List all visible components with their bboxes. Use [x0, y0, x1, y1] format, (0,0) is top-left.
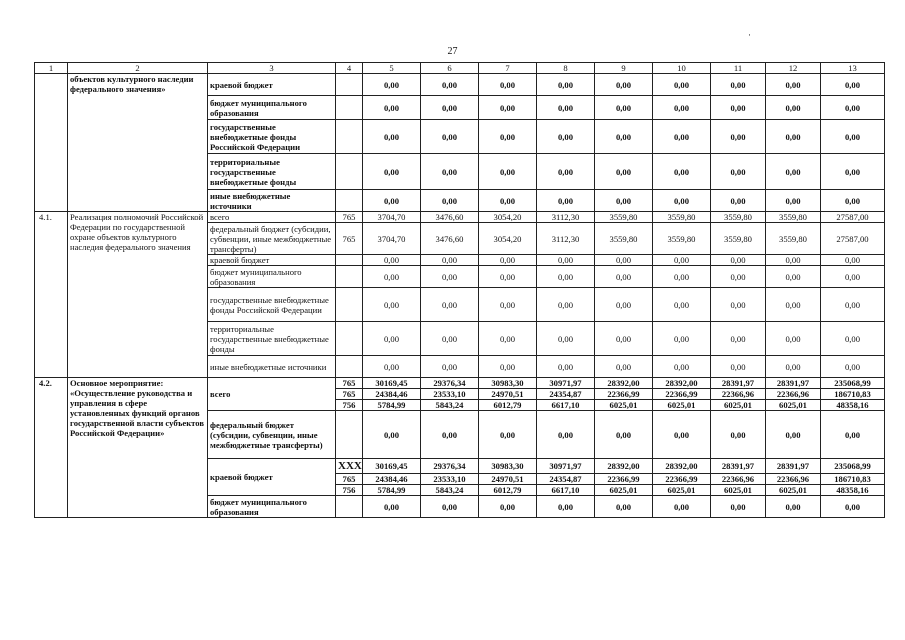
value-cell: 0,00 — [363, 288, 421, 322]
value-cell: 0,00 — [479, 74, 537, 96]
value-cell: 6025,01 — [766, 485, 821, 496]
value-cell: 0,00 — [653, 96, 711, 120]
value-cell: 0,00 — [653, 496, 711, 518]
funding-source: федеральный бюджет (субсидии, субвенции, иные межбюджетные трансферты) — [208, 223, 336, 255]
value-cell: 6012,79 — [479, 400, 537, 411]
row-number: 4.1. — [35, 212, 68, 378]
value-cell: 6617,10 — [537, 485, 595, 496]
value-cell: 0,00 — [766, 356, 821, 378]
value-cell: 0,00 — [595, 74, 653, 96]
value-cell: 0,00 — [595, 190, 653, 212]
value-cell: 0,00 — [595, 154, 653, 190]
value-cell: 0,00 — [711, 96, 766, 120]
value-cell: 24384,46 — [363, 389, 421, 400]
page-number: 27 — [447, 46, 458, 57]
value-cell: 0,00 — [711, 120, 766, 154]
column-header: 2 — [68, 63, 208, 74]
table-row — [35, 74, 885, 96]
value-cell: 0,00 — [821, 411, 885, 459]
funding-source: всего — [208, 212, 336, 223]
value-cell: 23533,10 — [421, 389, 479, 400]
value-cell: 0,00 — [363, 74, 421, 96]
budget-code: 765 — [336, 389, 363, 400]
value-cell: 0,00 — [821, 266, 885, 288]
value-cell: 0,00 — [537, 496, 595, 518]
budget-code — [336, 266, 363, 288]
value-cell: 24970,51 — [479, 474, 537, 485]
value-cell: 0,00 — [595, 322, 653, 356]
row-number: 4.2. — [35, 378, 68, 518]
value-cell: 48358,16 — [821, 400, 885, 411]
value-cell: 28391,97 — [766, 459, 821, 474]
value-cell: 6025,01 — [766, 400, 821, 411]
value-cell: 0,00 — [653, 356, 711, 378]
budget-code — [336, 356, 363, 378]
value-cell: 0,00 — [537, 190, 595, 212]
value-cell: 0,00 — [537, 154, 595, 190]
value-cell: 0,00 — [421, 356, 479, 378]
value-cell: 24970,51 — [479, 389, 537, 400]
value-cell: 24354,87 — [537, 389, 595, 400]
value-cell: 22366,99 — [595, 474, 653, 485]
value-cell: 48358,16 — [821, 485, 885, 496]
value-cell: 0,00 — [363, 411, 421, 459]
value-cell: 0,00 — [479, 266, 537, 288]
value-cell: 5784,99 — [363, 400, 421, 411]
value-cell: 28392,00 — [595, 378, 653, 389]
value-cell: 28392,00 — [595, 459, 653, 474]
value-cell: 0,00 — [766, 190, 821, 212]
table-row — [35, 212, 885, 223]
budget-code: 765 — [336, 212, 363, 223]
value-cell: 0,00 — [421, 496, 479, 518]
value-cell: 0,00 — [766, 411, 821, 459]
value-cell: 27587,00 — [821, 223, 885, 255]
value-cell: 6025,01 — [711, 400, 766, 411]
value-cell: 3054,20 — [479, 212, 537, 223]
value-cell: 235068,99 — [821, 378, 885, 389]
value-cell: 30983,30 — [479, 459, 537, 474]
funding-source: территориальные государственные внебюджетные фонды — [208, 322, 336, 356]
value-cell: 186710,83 — [821, 389, 885, 400]
value-cell: 0,00 — [421, 255, 479, 266]
value-cell: 28392,00 — [653, 459, 711, 474]
value-cell: 0,00 — [821, 255, 885, 266]
column-header: 3 — [208, 63, 336, 74]
value-cell: 0,00 — [537, 411, 595, 459]
budget-code — [336, 74, 363, 96]
value-cell: 0,00 — [711, 322, 766, 356]
funding-source: бюджет муниципального образования — [208, 496, 336, 518]
value-cell: 5784,99 — [363, 485, 421, 496]
value-cell: 0,00 — [421, 120, 479, 154]
column-header: 9 — [595, 63, 653, 74]
value-cell: 0,00 — [537, 356, 595, 378]
budget-code — [336, 411, 363, 459]
value-cell: 0,00 — [653, 266, 711, 288]
funding-source: краевой бюджет — [208, 74, 336, 96]
column-header: 7 — [479, 63, 537, 74]
budget-code: 765 — [336, 223, 363, 255]
value-cell: 0,00 — [479, 322, 537, 356]
value-cell: 0,00 — [479, 154, 537, 190]
value-cell: 28391,97 — [711, 459, 766, 474]
value-cell: 3704,70 — [363, 212, 421, 223]
value-cell: 0,00 — [653, 154, 711, 190]
value-cell: 29376,34 — [421, 459, 479, 474]
value-cell: 0,00 — [363, 356, 421, 378]
value-cell: 0,00 — [821, 496, 885, 518]
value-cell: 0,00 — [363, 190, 421, 212]
value-cell: 0,00 — [479, 190, 537, 212]
value-cell: 6617,10 — [537, 400, 595, 411]
value-cell: 0,00 — [821, 120, 885, 154]
measure-name: объектов культурного наследии федерального значения» — [68, 74, 208, 212]
value-cell: 28392,00 — [653, 378, 711, 389]
value-cell: 3112,30 — [537, 223, 595, 255]
value-cell: 0,00 — [653, 322, 711, 356]
value-cell: 0,00 — [595, 411, 653, 459]
value-cell: 0,00 — [537, 266, 595, 288]
value-cell: 28391,97 — [711, 378, 766, 389]
value-cell: 6025,01 — [711, 485, 766, 496]
value-cell: 0,00 — [711, 154, 766, 190]
value-cell: 30971,97 — [537, 459, 595, 474]
value-cell: 0,00 — [479, 288, 537, 322]
value-cell: 0,00 — [421, 411, 479, 459]
value-cell: 3559,80 — [766, 212, 821, 223]
value-cell: 0,00 — [363, 266, 421, 288]
value-cell: 0,00 — [537, 74, 595, 96]
value-cell: 3559,80 — [711, 223, 766, 255]
value-cell: 29376,34 — [421, 378, 479, 389]
row-number — [35, 74, 68, 212]
value-cell: 0,00 — [821, 356, 885, 378]
value-cell: 0,00 — [766, 322, 821, 356]
value-cell: 0,00 — [711, 266, 766, 288]
value-cell: 0,00 — [421, 266, 479, 288]
value-cell: 22366,99 — [595, 389, 653, 400]
table-body — [35, 74, 885, 518]
budget-code: 756 — [336, 400, 363, 411]
value-cell: 22366,96 — [766, 474, 821, 485]
value-cell: 0,00 — [821, 288, 885, 322]
value-cell: 0,00 — [363, 154, 421, 190]
value-cell: 0,00 — [711, 190, 766, 212]
value-cell: 0,00 — [766, 255, 821, 266]
value-cell: 0,00 — [595, 288, 653, 322]
value-cell: 0,00 — [766, 74, 821, 96]
column-header: 1 — [35, 63, 68, 74]
value-cell: 24384,46 — [363, 474, 421, 485]
value-cell: 0,00 — [821, 96, 885, 120]
measure-name: Реализация полномочий Российской Федерации по государственной охране объектов культурного наследия федерального значения — [68, 212, 208, 378]
value-cell: 0,00 — [595, 96, 653, 120]
value-cell: 0,00 — [363, 96, 421, 120]
measure-name: Основное мероприятие: «Осуществление руководства и управления в сфере установленных функций органов государственной власти субъектов Российской Федерации» — [68, 378, 208, 518]
value-cell: 0,00 — [821, 322, 885, 356]
value-cell: 30169,45 — [363, 378, 421, 389]
value-cell: 0,00 — [766, 266, 821, 288]
value-cell: 0,00 — [479, 411, 537, 459]
value-cell: 0,00 — [821, 154, 885, 190]
value-cell: 0,00 — [421, 322, 479, 356]
value-cell: 0,00 — [766, 154, 821, 190]
value-cell: 0,00 — [766, 120, 821, 154]
budget-code: 756 — [336, 485, 363, 496]
value-cell: 0,00 — [421, 74, 479, 96]
value-cell: 6025,01 — [653, 485, 711, 496]
value-cell: 0,00 — [653, 288, 711, 322]
column-header: 10 — [653, 63, 711, 74]
value-cell: 0,00 — [479, 96, 537, 120]
value-cell: 0,00 — [421, 96, 479, 120]
table-row — [35, 378, 885, 389]
column-header: 4 — [336, 63, 363, 74]
value-cell: 0,00 — [711, 74, 766, 96]
value-cell: 0,00 — [421, 154, 479, 190]
value-cell: 0,00 — [595, 356, 653, 378]
value-cell: 0,00 — [653, 74, 711, 96]
value-cell: 0,00 — [363, 120, 421, 154]
value-cell: 0,00 — [421, 288, 479, 322]
table-header — [35, 63, 885, 74]
value-cell: 0,00 — [537, 288, 595, 322]
funding-source: всего — [208, 378, 336, 411]
budget-code — [336, 154, 363, 190]
value-cell: 0,00 — [711, 356, 766, 378]
value-cell: 30983,30 — [479, 378, 537, 389]
budget-code — [336, 96, 363, 120]
column-header: 5 — [363, 63, 421, 74]
column-header: 12 — [766, 63, 821, 74]
funding-source: государственные внебюджетные фонды Российской Федерации — [208, 288, 336, 322]
value-cell: 6025,01 — [595, 485, 653, 496]
funding-source: иные внебюджетные источники — [208, 356, 336, 378]
value-cell: 3559,80 — [653, 212, 711, 223]
value-cell: 0,00 — [821, 74, 885, 96]
budget-code: 765 — [336, 474, 363, 485]
value-cell: 0,00 — [537, 120, 595, 154]
value-cell: 6025,01 — [653, 400, 711, 411]
value-cell: 0,00 — [653, 411, 711, 459]
value-cell: 0,00 — [595, 120, 653, 154]
value-cell: 0,00 — [595, 496, 653, 518]
budget-code: 765 — [336, 378, 363, 389]
value-cell: 3476,60 — [421, 223, 479, 255]
value-cell: 22366,99 — [653, 474, 711, 485]
value-cell: 0,00 — [595, 255, 653, 266]
funding-source: бюджет муниципального образования — [208, 266, 336, 288]
value-cell: 0,00 — [479, 120, 537, 154]
value-cell: 5843,24 — [421, 400, 479, 411]
value-cell: 0,00 — [537, 322, 595, 356]
value-cell: 3559,80 — [595, 223, 653, 255]
value-cell: 23533,10 — [421, 474, 479, 485]
budget-code — [336, 288, 363, 322]
funding-source: бюджет муниципального образования — [208, 96, 336, 120]
value-cell: 0,00 — [766, 96, 821, 120]
value-cell: 0,00 — [821, 190, 885, 212]
funding-source: государственные внебюджетные фонды Российской Федерации — [208, 120, 336, 154]
funding-source: федеральный бюджет (субсидии, субвенции, иные межбюджетные трансферты) — [208, 411, 336, 459]
budget-code — [336, 120, 363, 154]
value-cell: 6012,79 — [479, 485, 537, 496]
value-cell: 0,00 — [479, 496, 537, 518]
value-cell: 22366,96 — [766, 389, 821, 400]
value-cell: 3054,20 — [479, 223, 537, 255]
value-cell: 0,00 — [766, 288, 821, 322]
funding-source: краевой бюджет — [208, 255, 336, 266]
value-cell: 3559,80 — [653, 223, 711, 255]
budget-code — [336, 496, 363, 518]
budget-code — [336, 322, 363, 356]
value-cell: 0,00 — [653, 120, 711, 154]
budget-code: XXX — [336, 459, 363, 474]
value-cell: 0,00 — [711, 411, 766, 459]
value-cell: 0,00 — [363, 255, 421, 266]
funding-source: краевой бюджет — [208, 459, 336, 496]
value-cell: 3476,60 — [421, 212, 479, 223]
value-cell: 0,00 — [711, 255, 766, 266]
value-cell: 0,00 — [595, 266, 653, 288]
value-cell: 0,00 — [537, 255, 595, 266]
value-cell: 3559,80 — [595, 212, 653, 223]
funding-source: территориальные государственные внебюджетные фонды — [208, 154, 336, 190]
value-cell: 3559,80 — [766, 223, 821, 255]
value-cell: 3559,80 — [711, 212, 766, 223]
value-cell: 186710,83 — [821, 474, 885, 485]
value-cell: 0,00 — [363, 496, 421, 518]
funding-source: иные внебюджетные источники — [208, 190, 336, 212]
value-cell: 235068,99 — [821, 459, 885, 474]
budget-code — [336, 190, 363, 212]
value-cell: 30971,97 — [537, 378, 595, 389]
value-cell: 0,00 — [653, 190, 711, 212]
value-cell: 0,00 — [711, 496, 766, 518]
value-cell: 24354,87 — [537, 474, 595, 485]
program-finance-table — [34, 62, 885, 518]
value-cell: 0,00 — [537, 96, 595, 120]
column-header: 8 — [537, 63, 595, 74]
value-cell: 0,00 — [363, 322, 421, 356]
value-cell: 30169,45 — [363, 459, 421, 474]
value-cell: 22366,96 — [711, 474, 766, 485]
value-cell: 6025,01 — [595, 400, 653, 411]
column-header: 6 — [421, 63, 479, 74]
value-cell: 0,00 — [479, 356, 537, 378]
value-cell: 0,00 — [479, 255, 537, 266]
value-cell: 3704,70 — [363, 223, 421, 255]
value-cell: 27587,00 — [821, 212, 885, 223]
value-cell: 5843,24 — [421, 485, 479, 496]
value-cell: 0,00 — [766, 496, 821, 518]
value-cell: 3112,30 — [537, 212, 595, 223]
value-cell: 22366,96 — [711, 389, 766, 400]
value-cell: 0,00 — [653, 255, 711, 266]
column-header: 13 — [821, 63, 885, 74]
corner-mark: · — [748, 30, 751, 40]
value-cell: 0,00 — [421, 190, 479, 212]
value-cell: 0,00 — [711, 288, 766, 322]
value-cell: 28391,97 — [766, 378, 821, 389]
value-cell: 22366,99 — [653, 389, 711, 400]
column-header: 11 — [711, 63, 766, 74]
budget-code — [336, 255, 363, 266]
